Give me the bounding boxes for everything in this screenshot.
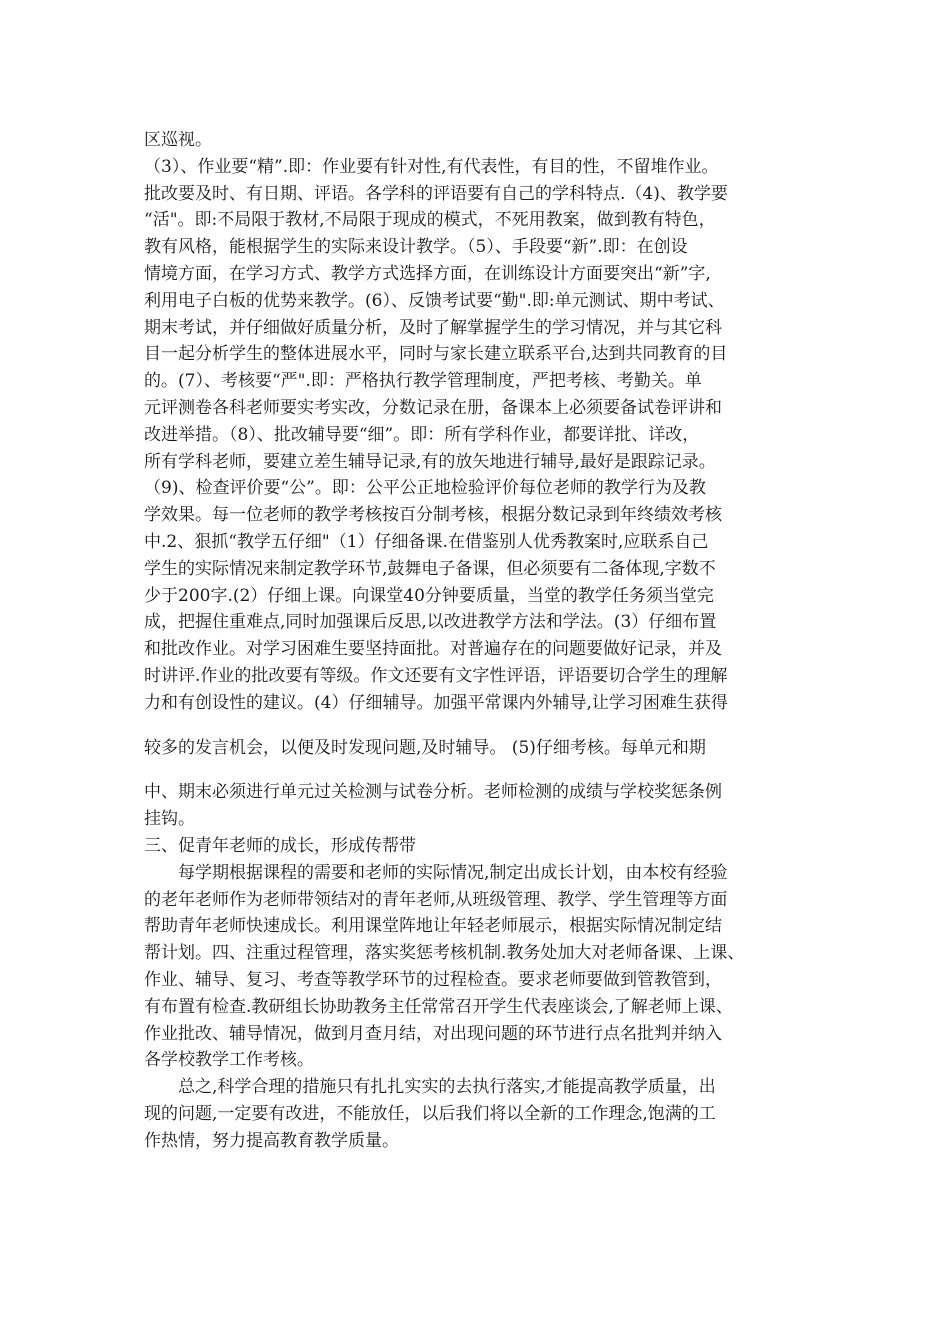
text-line: 各学校教学工作考核。 (144, 1050, 314, 1071)
text-line: 学生的实际情况来制定教学环节,鼓舞电子备课，但必须要有二备体现,字数不 (144, 558, 716, 579)
text-line: 期末考试，并仔细做好质量分析，及时了解掌握学生的学习情况，并与其它科 (144, 317, 722, 338)
text-line: 现的问题,一定要有改进，不能放任，以后我们将以全新的工作理念,饱满的工 (144, 1103, 716, 1124)
text-line: 元评测卷各科老师要实考实改，分数记录在册，备课本上必须要备试卷评讲和 (144, 397, 722, 418)
text-line: 作业、辅导、复习、考查等教学环节的过程检查。要求老师要做到管教管到， (144, 969, 722, 990)
text-line: 所有学科老师，要建立差生辅导记录,有的放矢地进行辅导,最好是跟踪记录。 (144, 451, 716, 472)
text-line: （3）、作业要“精”.即：作业要有针对性,有代表性，有目的性，不留堆作业。 (144, 156, 719, 177)
text-line: 力和有创设性的建议。(4）仔细辅导。加强平常课内外辅导,让学习困难生获得 (144, 692, 728, 713)
text-line: 作热情，努力提高教育教学质量。 (144, 1130, 399, 1151)
text-line: 少于200字.(2）仔细上课。向课堂40分钟要质量，当堂的教学任务须当堂完 (144, 585, 714, 606)
text-line: 批改要及时、有日期、评语。各学科的评语要有自己的学科特点.（4)、教学要 (144, 183, 728, 204)
text-line: 中.2、狠抓“教学五仔细"（1）仔细备课.在借鉴别人优秀教案时,应联系自己 (144, 531, 709, 552)
text-line: 情境方面，在学习方式、教学方式选择方面，在训练设计方面要突出“新”字, (144, 263, 711, 284)
text-line: 中、期末必须进行单元过关检测与试卷分析。老师检测的成绩与学校奖惩条例 (144, 782, 722, 803)
text-line: 帮助青年老师快速成长。利用课堂阵地让年轻老师展示，根据实际情况制定结 (144, 916, 722, 937)
text-line: 区巡视。 (144, 130, 212, 150)
text-line: 较多的发言机会，以便及时发现问题,及时辅导。 (5)仔细考核。每单元和期 (144, 737, 706, 758)
document-body (144, 127, 824, 1154)
text-line: 帮计划。四、注重过程管理，落实奖惩考核机制.教务处加大对老师备课、上课、 (144, 943, 745, 964)
text-line: 的老年老师作为老师带领结对的青年老师,从班级管理、教学、学生管理等方面 (144, 889, 728, 910)
text-line: 利用电子白板的优势来教学。(6）、反馈考试要“勤".即:单元测试、期中考试、 (144, 290, 725, 311)
text-line: 改进举措。（8）、批改辅导要“细”。即：所有学科作业，都要详批、详改， (144, 424, 700, 445)
text-line: 有布置有检查.教研组长协助教务主任常常召开学生代表座谈会,了解老师上课、 (144, 996, 733, 1017)
text-line: 目一起分析学生的整体进展水平，同时与家长建立联系平台,达到共同教育的目 (144, 344, 728, 365)
section-heading: 三、促青年老师的成长，形成传帮带 (144, 835, 416, 856)
text-line: 时讲评.作业的批改要有等级。作文还要有文字性评语，评语要切合学生的理解 (144, 665, 728, 686)
text-line: 挂钩。 (144, 809, 195, 830)
text-line: 和批改作业。对学习困难生要坚持面批。对普遍存在的问题要做好记录，并及 (144, 639, 722, 660)
text-line: 学效果。每一位老师的教学考核按百分制考核，根据分数记录到年终绩效考核 (144, 505, 722, 526)
text-line: 作业批改、辅导情况，做到月查月结，对出现问题的环节进行点名批判并纳入 (144, 1023, 722, 1044)
text-line: 教有风格，能根据学生的实际来设计教学。（5）、手段要“新”.即：在创设 (144, 237, 688, 258)
text-line: 的。(7）、考核要“严".即：严格执行教学管理制度，严把考核、考勤关。单 (144, 371, 702, 392)
text-line: （9)、检查评价要“公”。即：公平公正地检验评价每位老师的教学行为及教 (144, 478, 706, 499)
text-line: 成，把握住重难点,同时加强课后反思,以改进教学方法和学法。(3）仔细布置 (144, 612, 717, 633)
text-line: 每学期根据课程的需要和老师的实际情况,制定出成长计划，由本校有经验 (178, 862, 728, 883)
text-line: 总之,科学合理的措施只有扎扎实实的去执行落实,才能提高教学质量，出 (178, 1077, 716, 1098)
text-line: “活"。即:不局限于教材,不局限于现成的模式，不死用教案，做到教有特色， (144, 210, 716, 231)
